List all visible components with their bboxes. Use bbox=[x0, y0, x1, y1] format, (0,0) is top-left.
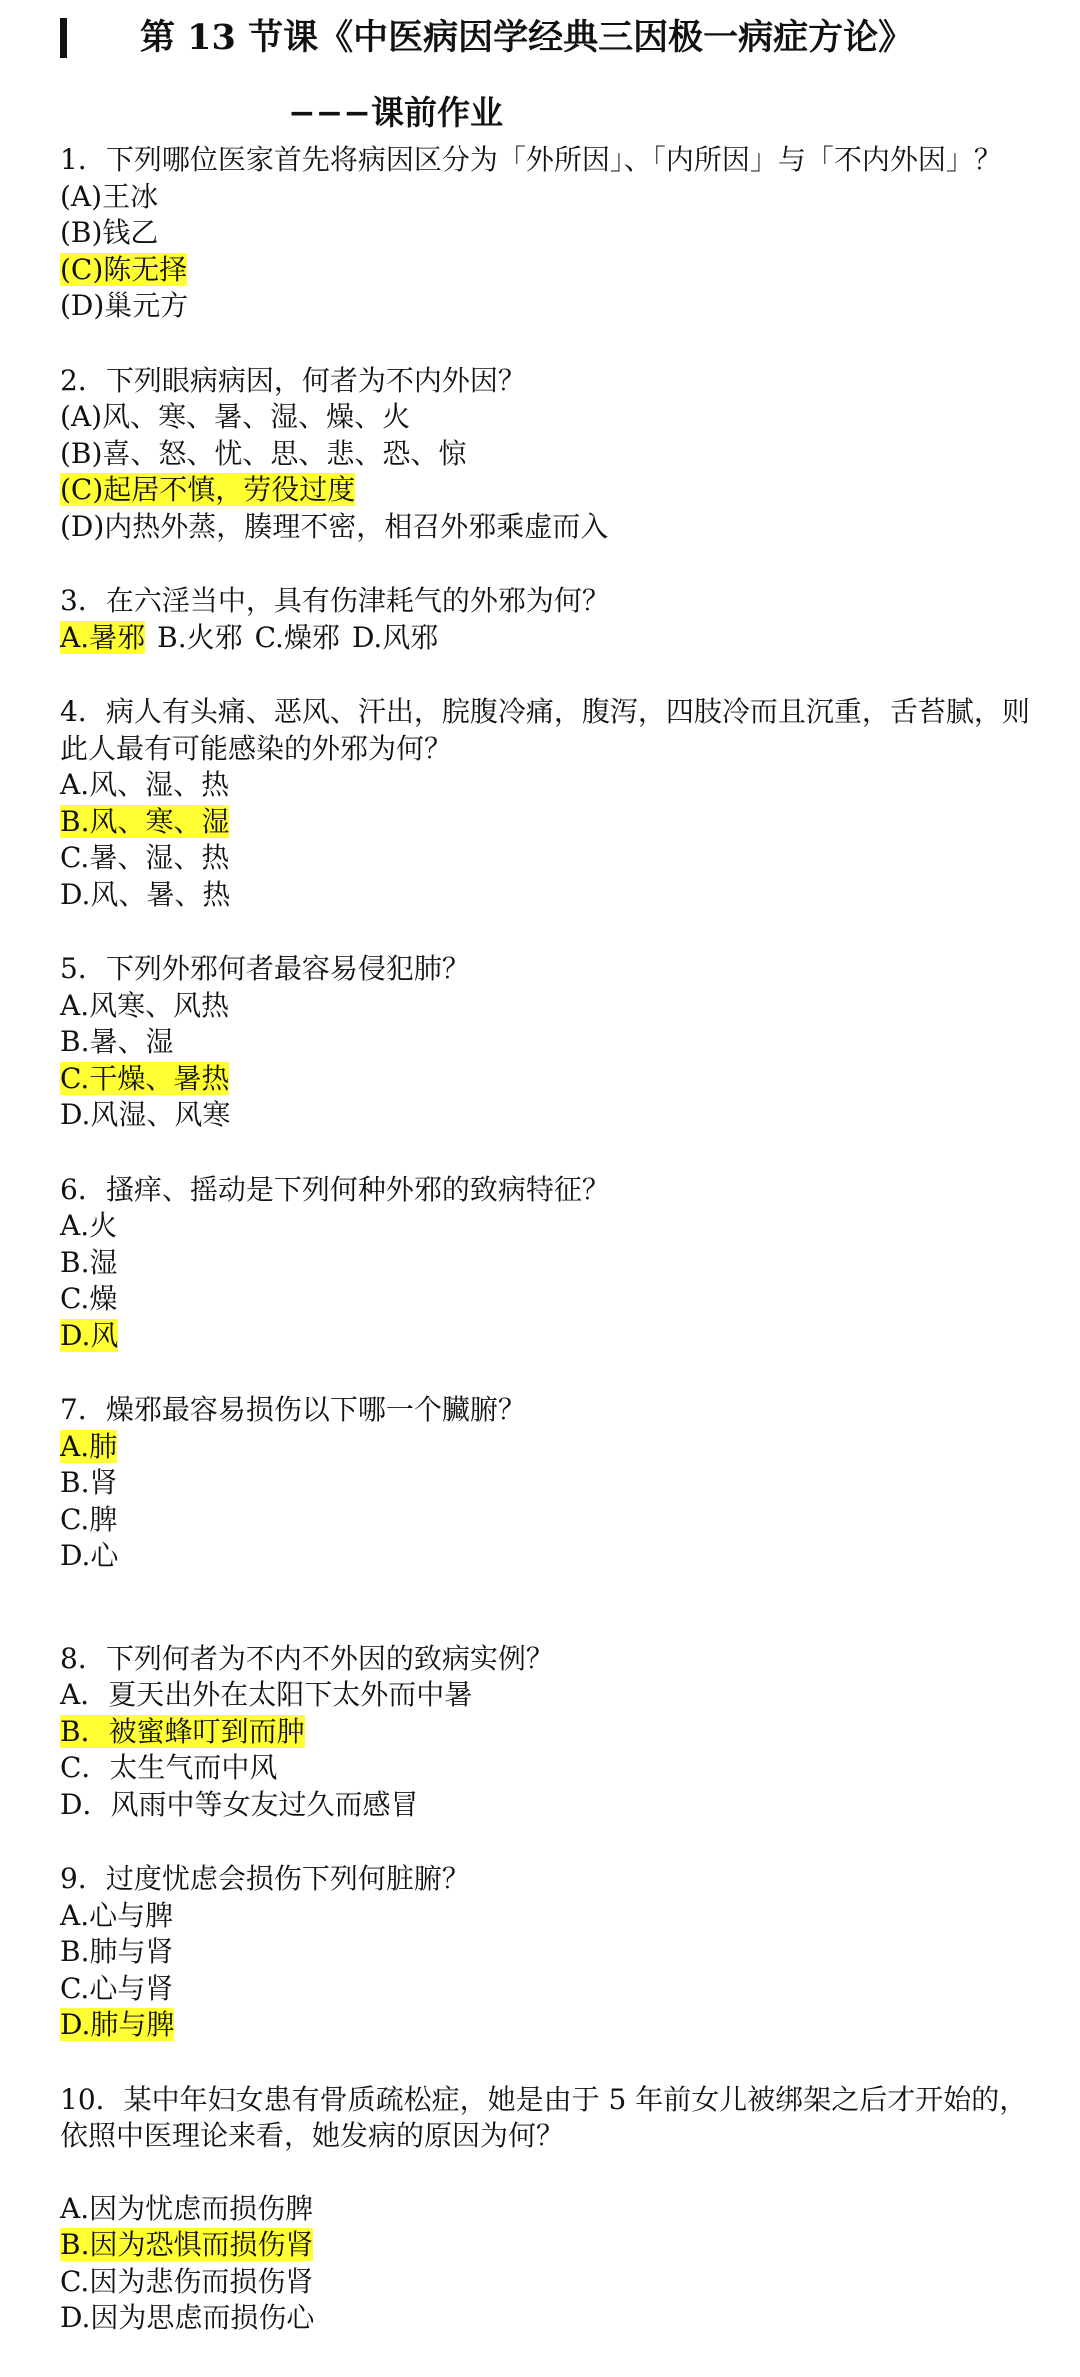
question-text: 5．下列外邪何者最容易侵犯肺？ bbox=[60, 952, 470, 985]
question-text: 1．下列哪位医家首先将病因区分为「外所因」、「内所因」与「不内外因」？ bbox=[60, 143, 1002, 176]
option-d: D.风邪 bbox=[351, 620, 439, 654]
option-c: C.暑、湿、热 bbox=[60, 841, 230, 874]
question-9 bbox=[60, 1861, 1050, 2044]
question-text: 9．过度忧虑会损伤下列何脏腑？ bbox=[60, 1862, 470, 1895]
question-4 bbox=[60, 694, 1050, 913]
option-a: A．夏天出外在太阳下太外而中暑 bbox=[60, 1678, 473, 1711]
question-text: 7．燥邪最容易损伤以下哪一个臟腑？ bbox=[60, 1393, 526, 1426]
question-text: 10．某中年妇女患有骨质疏松症，她是由于 5 年前女儿被绑架之后才开始的，依照中医理论来看，她发病的原因为何？ bbox=[60, 2082, 1028, 2152]
option-b: B.火邪 bbox=[157, 620, 243, 654]
option-a: A.因为忧虑而损伤脾 bbox=[60, 2191, 314, 2225]
page-subtitle: −−−课前作业 bbox=[288, 93, 503, 132]
question-3 bbox=[60, 583, 1050, 656]
question-6 bbox=[60, 1172, 1050, 1355]
question-list bbox=[60, 142, 1050, 2375]
option-b: (B)喜、怒、忧、思、悲、恐、惊 bbox=[60, 436, 467, 470]
option-c: C．太生气而中风 bbox=[60, 1751, 278, 1784]
question-text: 2．下列眼病病因，何者为不内外因？ bbox=[60, 363, 526, 397]
spacer bbox=[60, 2155, 1050, 2191]
option-a: A.风、湿、热 bbox=[60, 768, 230, 801]
question-8 bbox=[60, 1641, 1050, 1824]
option-d: D.心 bbox=[60, 1539, 119, 1572]
option-b: B.肺与肾 bbox=[60, 1935, 174, 1968]
title-marker-bar bbox=[60, 18, 67, 58]
option-c: C.因为悲伤而损伤肾 bbox=[60, 2264, 314, 2298]
option-b: B.暑、湿 bbox=[60, 1025, 174, 1058]
option-a: (A)风、寒、暑、湿、燥、火 bbox=[60, 400, 411, 433]
question-2 bbox=[60, 363, 1050, 546]
question-text: 8．下列何者为不内不外因的致病实例？ bbox=[60, 1641, 554, 1675]
option-a: A.心与脾 bbox=[60, 1898, 174, 1932]
option-d: D.风湿、风寒 bbox=[60, 1098, 231, 1131]
option-a: A.风寒、风热 bbox=[60, 988, 230, 1022]
option-d: D.因为思虑而损伤心 bbox=[60, 2301, 315, 2334]
inline-options bbox=[60, 620, 1050, 657]
option-a-answer: A.肺 bbox=[60, 1429, 118, 1463]
spacer bbox=[60, 1613, 1050, 1641]
option-a: (A)王冰 bbox=[60, 179, 159, 213]
option-b: B.肾 bbox=[60, 1466, 118, 1499]
option-d: D.风、暑、热 bbox=[60, 877, 231, 911]
option-c-answer: (C)陈无择 bbox=[60, 252, 188, 286]
option-b-answer: B．被蜜蜂叮到而肿 bbox=[60, 1714, 305, 1748]
question-text: 4．病人有头痛、恶风、汗出，脘腹冷痛，腹泻，四肢冷而且沉重，舌苔腻，则此人最有可能感染的外邪为何？ bbox=[60, 695, 1030, 765]
page-title: 第 13 节课《中医病因学经典三因极一病症方论》 bbox=[140, 17, 914, 58]
option-c: C.燥 bbox=[60, 1282, 118, 1315]
option-b: B.湿 bbox=[60, 1245, 118, 1279]
option-d: (D)内热外蒸，腠理不密，相召外邪乘虚而入 bbox=[60, 509, 609, 543]
option-c-answer: C.干燥、暑热 bbox=[60, 1061, 230, 1095]
option-c: C.燥邪 bbox=[254, 620, 340, 654]
option-d-answer: D.肺与脾 bbox=[60, 2008, 175, 2041]
option-b-answer: B.风、寒、湿 bbox=[60, 804, 230, 838]
question-text: 3．在六淫当中，具有伤津耗气的外邪为何？ bbox=[60, 584, 610, 617]
question-1 bbox=[60, 142, 1050, 325]
option-b-answer: B.因为恐惧而损伤肾 bbox=[60, 2228, 314, 2261]
option-c: C.脾 bbox=[60, 1502, 118, 1536]
question-text: 6．搔痒、摇动是下列何种外邪的致病特征？ bbox=[60, 1172, 610, 1206]
option-a: A.火 bbox=[60, 1209, 118, 1242]
option-d-answer: D.风 bbox=[60, 1318, 119, 1352]
option-d: (D)巢元方 bbox=[60, 289, 189, 322]
question-5 bbox=[60, 951, 1050, 1134]
option-c-answer: (C)起居不慎，劳役过度 bbox=[60, 473, 356, 506]
option-a-answer: A.暑邪 bbox=[60, 620, 146, 654]
question-10 bbox=[60, 2082, 1050, 2337]
option-d: D．风雨中等女友过久而感冒 bbox=[60, 1787, 419, 1821]
option-b: (B)钱乙 bbox=[60, 216, 159, 249]
option-c: C.心与肾 bbox=[60, 1971, 174, 2005]
question-7 bbox=[60, 1392, 1050, 1575]
